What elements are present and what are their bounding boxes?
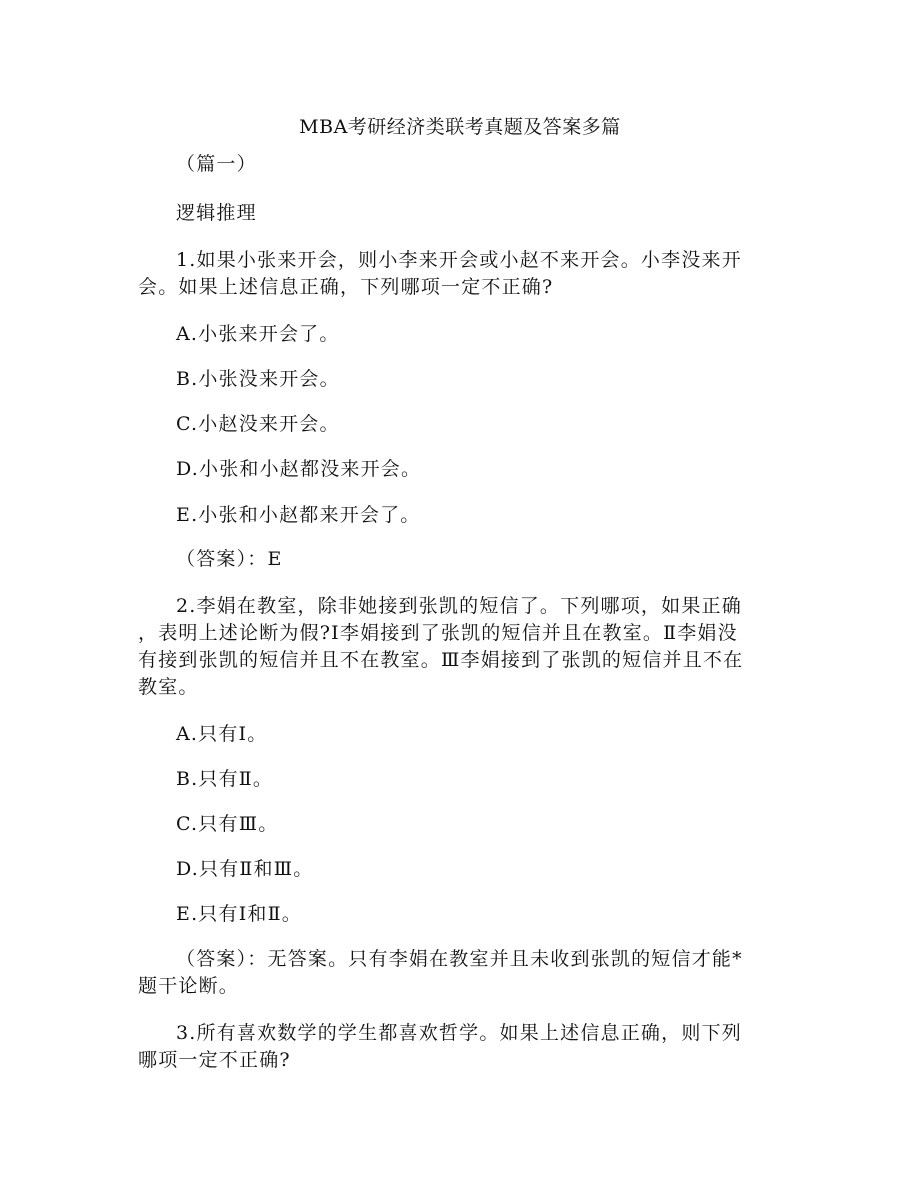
question-2-answer-line-2: 题干论断。: [138, 975, 240, 997]
subject-heading: 逻辑推理: [176, 202, 257, 224]
question-1-option-c: C.小赵没来开会。: [176, 413, 340, 435]
question-3-line-1: 3.所有喜欢数学的学生都喜欢哲学。如果上述信息正确，则下列: [176, 1022, 742, 1044]
question-2-option-a: A.只有Ⅰ。: [176, 723, 268, 745]
document-title: MBA考研经济类联考真题及答案多篇: [299, 116, 621, 138]
question-2-option-d: D.只有Ⅱ和Ⅲ。: [176, 858, 314, 880]
question-2-answer-line-1: （答案）：无答案。只有李娟在教室并且未收到张凯的短信才能*: [176, 948, 743, 970]
question-2-line-3: 有接到张凯的短信并且不在教室。Ⅲ李娟接到了张凯的短信并且不在: [138, 649, 744, 671]
question-2-option-e: E.只有Ⅰ和Ⅱ。: [176, 903, 302, 925]
question-1-option-e: E.小张和小赵都来开会了。: [176, 504, 421, 526]
question-1-line-1: 1.如果小张来开会，则小李来开会或小赵不来开会。小李没来开: [176, 249, 742, 271]
question-2-option-b: B.只有Ⅱ。: [176, 768, 274, 790]
question-2-line-2: ，表明上述论断为假?Ⅰ李娟接到了张凯的短信并且在教室。Ⅱ李娟没: [138, 622, 738, 644]
question-1-line-2: 会。如果上述信息正确，下列哪项一定不正确?: [138, 276, 554, 298]
question-1-option-b: B.小张没来开会。: [176, 368, 340, 390]
question-1-option-d: D.小张和小赵都没来开会。: [176, 458, 422, 480]
question-1-option-a: A.小张来开会了。: [176, 323, 340, 345]
question-2-line-4: 教室。: [138, 676, 199, 698]
question-3-line-2: 哪项一定不正确?: [138, 1049, 291, 1071]
question-1-answer: （答案）：E: [176, 548, 283, 570]
question-2-line-1: 2.李娟在教室，除非她接到张凯的短信了。下列哪项，如果正确: [176, 595, 742, 617]
question-2-option-c: C.只有Ⅲ。: [176, 813, 279, 835]
section-heading: （篇一）: [176, 153, 257, 175]
